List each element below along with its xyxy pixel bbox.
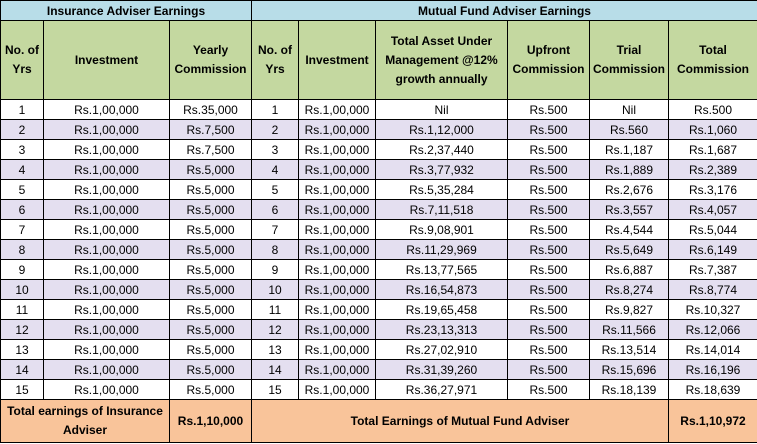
cell-mf-trial: Rs.15,696 (590, 360, 669, 380)
cell-ins-investment: Rs.1,00,000 (44, 100, 170, 120)
cell-mf-years: 9 (252, 260, 299, 280)
col-header-mf-investment: Investment (299, 21, 376, 100)
cell-mf-years: 13 (252, 340, 299, 360)
table-row (1, 100, 757, 120)
cell-mf-aum: Rs.27,02,910 (376, 340, 508, 360)
col-header-mf-trial: Trial Commission (590, 21, 669, 100)
cell-mf-trial: Rs.1,187 (590, 140, 669, 160)
cell-mf-investment: Rs.1,00,000 (299, 320, 376, 340)
cell-mf-investment: Rs.1,00,000 (299, 180, 376, 200)
cell-mf-trial: Rs.4,544 (590, 220, 669, 240)
cell-ins-commission: Rs.5,000 (170, 260, 252, 280)
cell-mf-aum: Rs.16,54,873 (376, 280, 508, 300)
cell-mf-aum: Rs.1,12,000 (376, 120, 508, 140)
cell-mf-years: 4 (252, 160, 299, 180)
cell-mf-total: Rs.12,066 (669, 320, 757, 340)
table-row (1, 340, 757, 360)
cell-ins-years: 9 (1, 260, 44, 280)
table-row (1, 180, 757, 200)
table-row (1, 160, 757, 180)
cell-mf-upfront: Rs.500 (508, 240, 590, 260)
cell-ins-commission: Rs.5,000 (170, 300, 252, 320)
cell-mf-total: Rs.6,149 (669, 240, 757, 260)
cell-ins-commission: Rs.5,000 (170, 380, 252, 400)
cell-mf-years: 3 (252, 140, 299, 160)
table-row (1, 360, 757, 380)
cell-mf-years: 6 (252, 200, 299, 220)
col-header-ins-years: No. of Yrs (1, 21, 44, 100)
cell-mf-trial: Rs.560 (590, 120, 669, 140)
cell-ins-years: 8 (1, 240, 44, 260)
col-header-mf-upfront: Upfront Commission (508, 21, 590, 100)
cell-ins-years: 12 (1, 320, 44, 340)
table-row (1, 300, 757, 320)
cell-mf-years: 10 (252, 280, 299, 300)
cell-ins-commission: Rs.5,000 (170, 200, 252, 220)
cell-mf-upfront: Rs.500 (508, 180, 590, 200)
cell-ins-years: 15 (1, 380, 44, 400)
cell-mf-trial: Rs.3,557 (590, 200, 669, 220)
cell-mf-investment: Rs.1,00,000 (299, 100, 376, 120)
cell-mf-total: Rs.4,057 (669, 200, 757, 220)
cell-mf-years: 2 (252, 120, 299, 140)
cell-ins-years: 11 (1, 300, 44, 320)
cell-ins-commission: Rs.5,000 (170, 320, 252, 340)
cell-ins-investment: Rs.1,00,000 (44, 220, 170, 240)
cell-mf-investment: Rs.1,00,000 (299, 140, 376, 160)
cell-ins-investment: Rs.1,00,000 (44, 380, 170, 400)
mf-total-value: Rs.1,10,972 (669, 400, 757, 443)
cell-ins-commission: Rs.5,000 (170, 280, 252, 300)
cell-mf-investment: Rs.1,00,000 (299, 160, 376, 180)
cell-ins-investment: Rs.1,00,000 (44, 360, 170, 380)
mf-total-label: Total Earnings of Mutual Fund Adviser (252, 400, 669, 443)
cell-mf-years: 15 (252, 380, 299, 400)
cell-ins-commission: Rs.7,500 (170, 140, 252, 160)
column-header-row (1, 21, 757, 100)
cell-mf-trial: Rs.13,514 (590, 340, 669, 360)
cell-mf-upfront: Rs.500 (508, 140, 590, 160)
cell-mf-trial: Rs.8,274 (590, 280, 669, 300)
cell-mf-aum: Nil (376, 100, 508, 120)
cell-ins-investment: Rs.1,00,000 (44, 160, 170, 180)
col-header-ins-commission: Yearly Commission (170, 21, 252, 100)
cell-ins-commission: Rs.5,000 (170, 220, 252, 240)
cell-mf-upfront: Rs.500 (508, 320, 590, 340)
cell-mf-aum: Rs.11,29,969 (376, 240, 508, 260)
cell-mf-total: Rs.10,327 (669, 300, 757, 320)
cell-ins-investment: Rs.1,00,000 (44, 320, 170, 340)
cell-mf-total: Rs.1,060 (669, 120, 757, 140)
table-row (1, 220, 757, 240)
cell-mf-total: Rs.3,176 (669, 180, 757, 200)
cell-ins-investment: Rs.1,00,000 (44, 200, 170, 220)
cell-mf-aum: Rs.23,13,313 (376, 320, 508, 340)
insurance-group-title: Insurance Adviser Earnings (1, 1, 252, 21)
cell-mf-total: Rs.7,387 (669, 260, 757, 280)
group-header-row (1, 1, 757, 21)
cell-mf-upfront: Rs.500 (508, 220, 590, 240)
cell-mf-total: Rs.18,639 (669, 380, 757, 400)
cell-ins-years: 4 (1, 160, 44, 180)
table-row (1, 260, 757, 280)
cell-mf-total: Rs.8,774 (669, 280, 757, 300)
cell-mf-aum: Rs.19,65,458 (376, 300, 508, 320)
table-row (1, 140, 757, 160)
col-header-mf-total: Total Commission (669, 21, 757, 100)
table-row (1, 320, 757, 340)
cell-mf-years: 11 (252, 300, 299, 320)
cell-mf-upfront: Rs.500 (508, 260, 590, 280)
cell-mf-total: Rs.16,196 (669, 360, 757, 380)
table-body (1, 100, 757, 400)
cell-mf-upfront: Rs.500 (508, 160, 590, 180)
cell-mf-investment: Rs.1,00,000 (299, 300, 376, 320)
cell-mf-trial: Rs.2,676 (590, 180, 669, 200)
cell-mf-trial: Rs.9,827 (590, 300, 669, 320)
cell-ins-commission: Rs.5,000 (170, 340, 252, 360)
cell-mf-total: Rs.500 (669, 100, 757, 120)
cell-mf-trial: Rs.1,889 (590, 160, 669, 180)
cell-mf-years: 1 (252, 100, 299, 120)
cell-mf-aum: Rs.9,08,901 (376, 220, 508, 240)
ins-total-value: Rs.1,10,000 (170, 400, 252, 443)
cell-ins-investment: Rs.1,00,000 (44, 120, 170, 140)
cell-mf-upfront: Rs.500 (508, 300, 590, 320)
col-header-mf-years: No. of Yrs (252, 21, 299, 100)
cell-mf-aum: Rs.36,27,971 (376, 380, 508, 400)
cell-mf-aum: Rs.5,35,284 (376, 180, 508, 200)
cell-mf-investment: Rs.1,00,000 (299, 220, 376, 240)
cell-mf-investment: Rs.1,00,000 (299, 360, 376, 380)
cell-ins-investment: Rs.1,00,000 (44, 300, 170, 320)
table-row (1, 380, 757, 400)
cell-ins-investment: Rs.1,00,000 (44, 180, 170, 200)
cell-ins-commission: Rs.35,000 (170, 100, 252, 120)
cell-mf-trial: Rs.6,887 (590, 260, 669, 280)
cell-ins-commission: Rs.5,000 (170, 360, 252, 380)
mutual-fund-group-title: Mutual Fund Adviser Earnings (252, 1, 757, 21)
cell-mf-trial: Nil (590, 100, 669, 120)
cell-mf-investment: Rs.1,00,000 (299, 200, 376, 220)
cell-mf-years: 5 (252, 180, 299, 200)
cell-mf-total: Rs.1,687 (669, 140, 757, 160)
table-row (1, 200, 757, 220)
cell-ins-investment: Rs.1,00,000 (44, 340, 170, 360)
cell-ins-years: 6 (1, 200, 44, 220)
cell-ins-commission: Rs.5,000 (170, 240, 252, 260)
cell-mf-total: Rs.2,389 (669, 160, 757, 180)
cell-mf-aum: Rs.7,11,518 (376, 200, 508, 220)
cell-mf-total: Rs.5,044 (669, 220, 757, 240)
cell-mf-investment: Rs.1,00,000 (299, 260, 376, 280)
cell-mf-years: 14 (252, 360, 299, 380)
cell-mf-years: 8 (252, 240, 299, 260)
cell-mf-years: 12 (252, 320, 299, 340)
totals-row (1, 400, 757, 443)
cell-ins-years: 7 (1, 220, 44, 240)
cell-mf-years: 7 (252, 220, 299, 240)
col-header-ins-investment: Investment (44, 21, 170, 100)
cell-mf-trial: Rs.11,566 (590, 320, 669, 340)
cell-ins-investment: Rs.1,00,000 (44, 240, 170, 260)
cell-mf-aum: Rs.3,77,932 (376, 160, 508, 180)
cell-mf-upfront: Rs.500 (508, 200, 590, 220)
cell-ins-commission: Rs.5,000 (170, 160, 252, 180)
ins-total-label: Total earnings of Insurance Adviser (1, 400, 170, 443)
cell-mf-investment: Rs.1,00,000 (299, 340, 376, 360)
cell-ins-investment: Rs.1,00,000 (44, 140, 170, 160)
cell-mf-trial: Rs.18,139 (590, 380, 669, 400)
cell-ins-years: 14 (1, 360, 44, 380)
cell-mf-upfront: Rs.500 (508, 380, 590, 400)
cell-mf-aum: Rs.2,37,440 (376, 140, 508, 160)
table-row (1, 120, 757, 140)
cell-ins-commission: Rs.5,000 (170, 180, 252, 200)
cell-ins-commission: Rs.7,500 (170, 120, 252, 140)
cell-mf-investment: Rs.1,00,000 (299, 280, 376, 300)
cell-mf-upfront: Rs.500 (508, 120, 590, 140)
cell-ins-investment: Rs.1,00,000 (44, 260, 170, 280)
cell-mf-total: Rs.14,014 (669, 340, 757, 360)
cell-ins-investment: Rs.1,00,000 (44, 280, 170, 300)
cell-mf-upfront: Rs.500 (508, 340, 590, 360)
cell-mf-investment: Rs.1,00,000 (299, 240, 376, 260)
cell-mf-aum: Rs.13,77,565 (376, 260, 508, 280)
col-header-mf-aum: Total Asset Under Management @12% growth annually (376, 21, 508, 100)
cell-mf-aum: Rs.31,39,260 (376, 360, 508, 380)
cell-ins-years: 5 (1, 180, 44, 200)
cell-mf-trial: Rs.5,649 (590, 240, 669, 260)
cell-mf-investment: Rs.1,00,000 (299, 120, 376, 140)
table-row (1, 240, 757, 260)
cell-mf-upfront: Rs.500 (508, 360, 590, 380)
cell-mf-investment: Rs.1,00,000 (299, 380, 376, 400)
cell-mf-upfront: Rs.500 (508, 100, 590, 120)
cell-ins-years: 2 (1, 120, 44, 140)
cell-ins-years: 3 (1, 140, 44, 160)
table-row (1, 280, 757, 300)
cell-ins-years: 1 (1, 100, 44, 120)
cell-ins-years: 10 (1, 280, 44, 300)
cell-mf-upfront: Rs.500 (508, 280, 590, 300)
cell-ins-years: 13 (1, 340, 44, 360)
